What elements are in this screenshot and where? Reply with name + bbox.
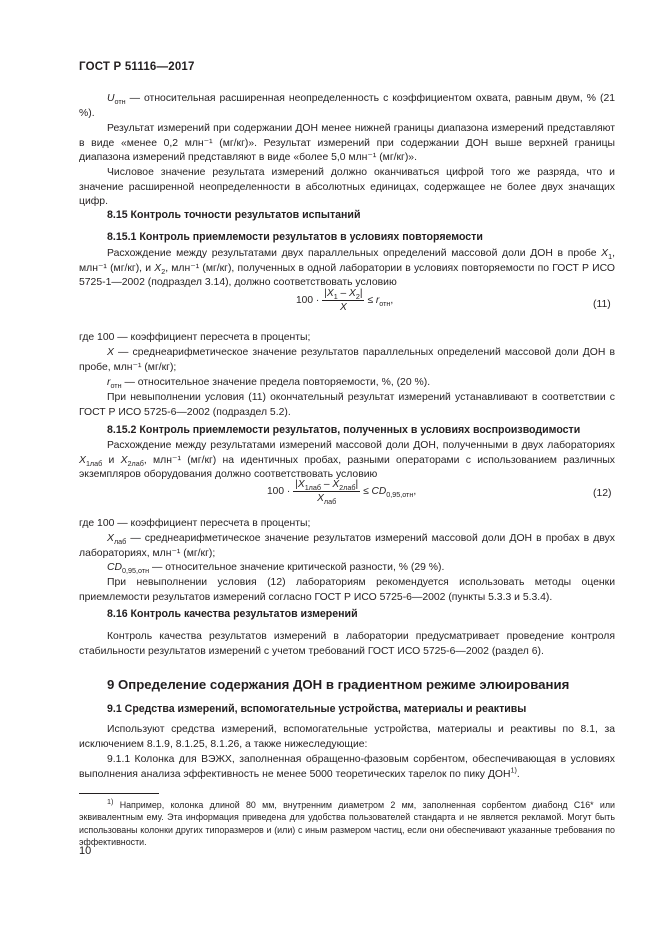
formula-11: 100 · $\frac{|X_1 - X_2|}{X}$ ≤ $r_{отн}$, [296,288,394,313]
column-paragraph: 9.1.1 Колонка для ВЭЖХ, заполненная обращенно-фазовым сорбентом, обеспечивающая в условиях выполнения анализа эффективность не менее 5000 теоретических тарелок по пику ДОН$^{1)}$. [79,754,615,780]
section-9-title: 9 Определение содержания ДОН в градиентном режиме элюирования [107,677,570,692]
instruments-paragraph: Используют средства измерений, вспомогательные устройства, материалы и реактивы по 8.1, за исключением 8.1.9, 8.1.25, 8.1.26, а также нижеследующие: [79,724,615,750]
section-8-15-1-title: 8.15.1 Контроль приемлемости результатов в условиях повторяемости [107,231,483,243]
x-definition: X — среднеарифметическое значение результатов параллельных определений массовой доли ДОН в пробе, млн⁻¹ (мг/кг); [79,347,615,373]
footnote-separator [79,793,159,794]
where-100-second: где 100 — коэффициент пересчета в проценты; [79,518,311,529]
footnote-reference[interactable]: 1) [510,765,517,775]
standard-header: ГОСТ Р 51116—2017 [79,61,195,73]
equation-number-11: (11) [593,299,611,310]
page-number: 10 [79,845,92,857]
condition-12-paragraph: При невыполнении условия (12) лабораториям рекомендуется использовать методы оценки приемлемости результатов измерений согласно ГОСТ Р ИСО 5725-6—2002 (пункты 5.3.3 и 5.3.4). [79,577,615,603]
section-8-15-title: 8.15 Контроль точности результатов испытаний [107,209,361,221]
u-definition: $U_{отн}$ — относительная расширенная неопределенность с коэффициентом охвата, равным двум, % (21 %). [79,93,615,119]
result-paragraph: Результат измерений при содержании ДОН менее нижней границы диапазона измерений представляют в виде «менее 0,2 млн⁻¹ (мг/кг)». Результат измерений при содержании ДОН выше верхней границы диапазона измерений представляют в виде «более 5,0 млн⁻¹ (мг/кг)». [79,123,615,164]
r-definition: $r_{отн}$ — относительное значение предела повторяемости, %, (20 %). [107,377,431,391]
where-100: где 100 — коэффициент пересчета в проценты; [79,332,311,343]
equation-number-12: (12) [593,488,612,499]
formula-12: 100 · $\frac{|X_{1лаб} - X_{2лаб}|}{X_{лаб}}$ ≤ $CD_{0,95,отн}$, [267,479,417,507]
quality-control-paragraph: Контроль качества результатов измерений в лаборатории предусматривает проведение контроля стабильности результатов измерений с учетом требований ГОСТ ИСО 5725-6—2002 (раздел 6). [79,631,615,657]
xlab-definition: $X_{лаб}$ — среднеарифметическое значение результатов измерений массовой доли ДОН в пробах в двух лабораториях, млн⁻¹ (мг/кг); [79,533,615,559]
section-8-15-2-title: 8.15.2 Контроль приемлемости результатов, полученных в условиях воспроизводимости [107,424,581,436]
section-8-16-title: 8.16 Контроль качества результатов измерений [107,608,358,620]
reproducibility-paragraph: Расхождение между результатами измерений массовой доли ДОН, полученными в двух лабораториях $X_{1лаб}$ и $X_{2лаб}$, млн⁻¹ (мг/кг) на идентичных пробах, разными операторами с использованием различных экземпляров оборудования должно соответствовать условию [79,440,616,481]
section-9-1-title: 9.1 Средства измерений, вспомогательные устройства, материалы и реактивы [107,703,527,715]
numeric-value-paragraph: Числовое значение результата измерений должно оканчиваться цифрой того же разряда, что и значение расширенной неопределенности в абсолютных единицах, содержащее не более двух значащих цифр. [79,167,615,208]
cd-definition: $CD_{0,95,отн}$ — относительное значение критической разности, % (29 %). [107,562,445,576]
footnote: $^{1)}$ Например, колонка длиной 80 мм, внутренним диаметром 2 мм, заполненная сорбентом диабонд С16* или эквивалентным ему. Эта информация приведена для удобства пользователей стандарта и не является рекламой. Могут быть использованы колонки других типоразмеров и (или) с иным размером частиц, если они обеспечивают указанные требования по эффективности. [79,797,615,848]
condition-11-paragraph: При невыполнении условия (11) окончательный результат измерений устанавливают в соответствии с ГОСТ Р ИСО 5725-6—2002 (подраздел 5.2). [79,392,615,418]
repeatability-paragraph: Расхождение между результатами двух параллельных определений массовой доли ДОН в пробе $X_1$, млн⁻¹ (мг/кг), и $X_2$, млн⁻¹ (мг/кг), полученных в одной лаборатории в условиях повторяемости по ГОСТ Р ИСО 5725-1—2002 (подраздел 3.14), должно соответствовать условию [79,248,615,289]
